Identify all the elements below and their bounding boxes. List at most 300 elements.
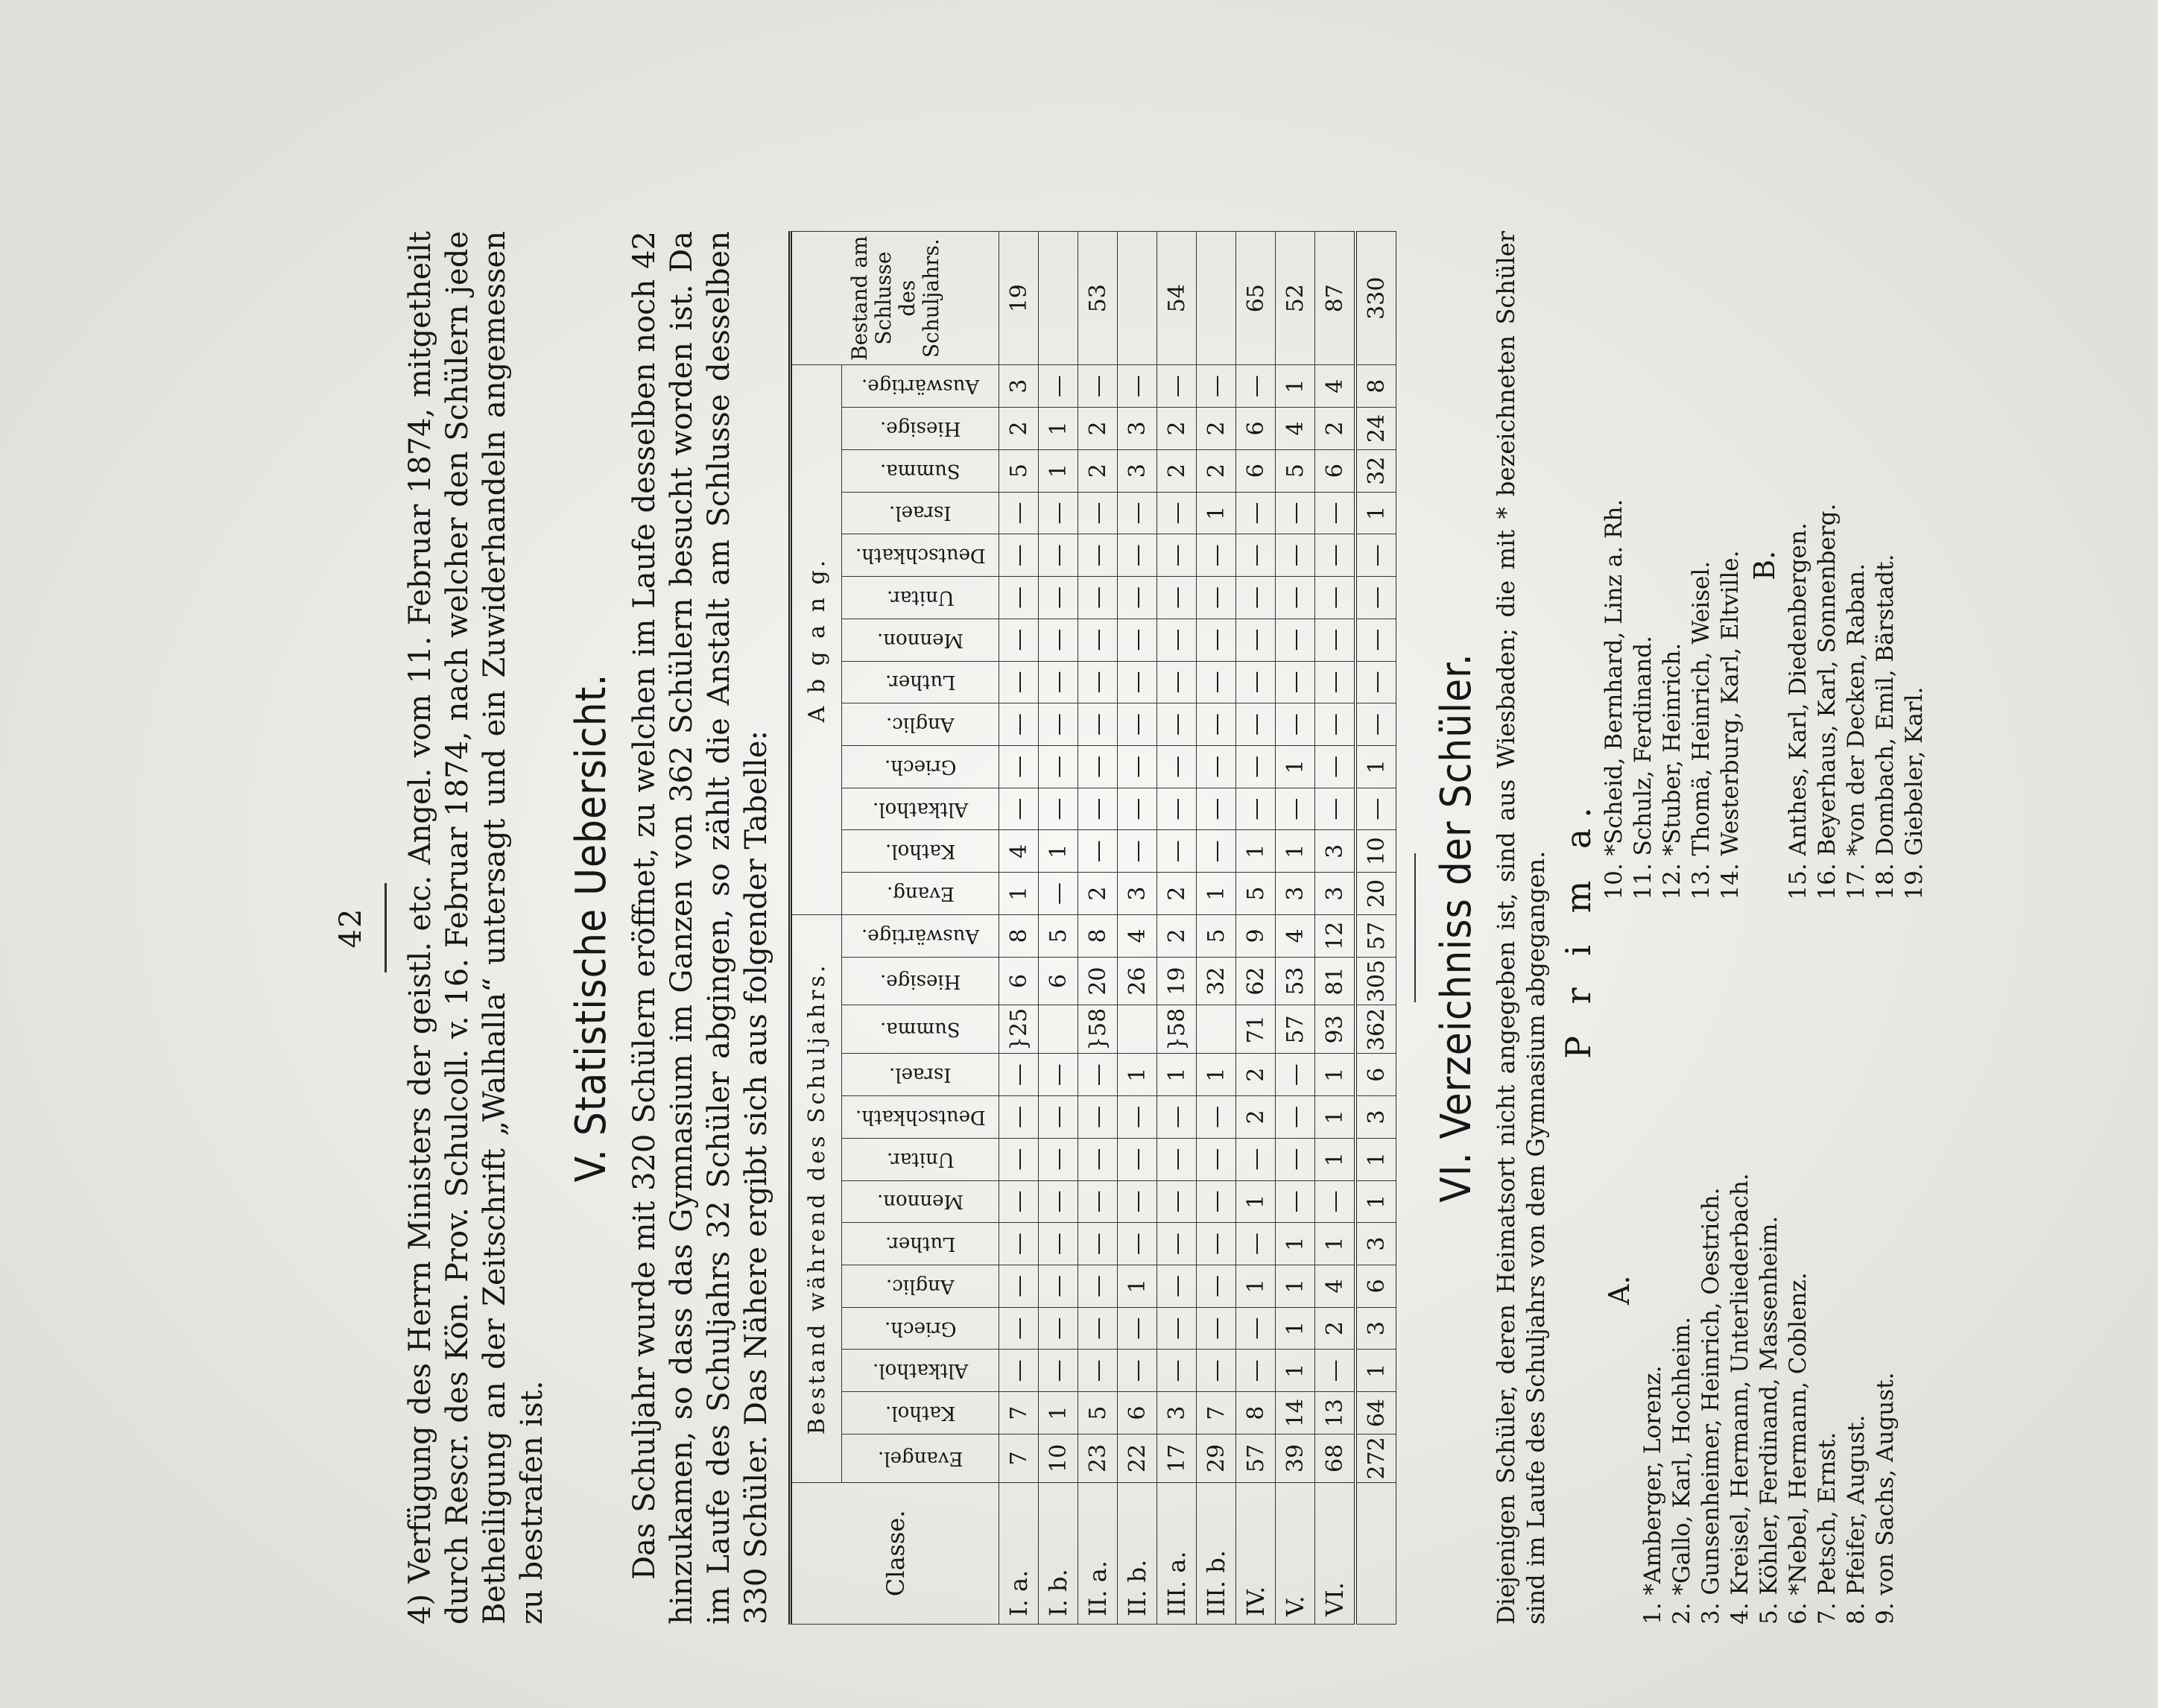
table-cell: — xyxy=(1315,492,1356,534)
table-cell: — xyxy=(1078,365,1118,408)
table-cell: 39 xyxy=(1276,1434,1315,1482)
table-cell: — xyxy=(1157,830,1197,873)
list-item: 10. *Scheid, Bernhard, Linz a. Rh. xyxy=(1601,499,1627,900)
table-cell: 3 xyxy=(1118,408,1157,450)
table-cell: — xyxy=(1276,788,1315,830)
table-cell: 3 xyxy=(1157,1392,1197,1435)
student-column-a xyxy=(1600,955,1929,1625)
col-abgang-header-label: Kathol. xyxy=(885,840,956,863)
student-column-right xyxy=(1600,231,1929,900)
list-item: 17. *von der Decken, Raban. xyxy=(1843,563,1870,900)
table-cell: — xyxy=(1197,1223,1236,1265)
table-cell: 1 xyxy=(1315,1054,1356,1096)
table-cell: 57 xyxy=(1236,1434,1276,1482)
table-cell: — xyxy=(1236,492,1276,534)
table-cell: 53 xyxy=(1276,957,1315,1005)
table-cell: — xyxy=(1197,745,1236,788)
group-abgang: A b g a n g. xyxy=(791,365,842,915)
table-cell: — xyxy=(1315,577,1356,619)
table-cell: — xyxy=(1236,534,1276,577)
table-cell: 4 xyxy=(1315,365,1356,408)
table-row xyxy=(1276,232,1315,1625)
col-bestand-header xyxy=(842,1265,999,1307)
table-cell: — xyxy=(1197,577,1236,619)
table-cell xyxy=(1039,232,1078,365)
col-bestand-header xyxy=(842,1180,999,1223)
col-bestand-header-label: Israel. xyxy=(889,1063,952,1087)
table-cell: — xyxy=(1039,1350,1078,1392)
table-cell: — xyxy=(1157,577,1197,619)
table-cell: — xyxy=(1236,788,1276,830)
table-cell: }25 xyxy=(999,1005,1039,1054)
table-cell: 6 xyxy=(1039,957,1078,1005)
col-abgang-header xyxy=(842,365,999,408)
table-cell: 1 xyxy=(999,873,1039,915)
table-cell: — xyxy=(999,1054,1039,1096)
table-cell: 2 xyxy=(1236,1054,1276,1096)
table-cell: — xyxy=(1118,577,1157,619)
prima-heading: P r i m a. xyxy=(1558,797,1598,1059)
table-cell: 1 xyxy=(1197,492,1236,534)
table-cell: — xyxy=(1078,788,1118,830)
table-cell: 10 xyxy=(1039,1434,1078,1482)
table-cell: 23 xyxy=(1078,1434,1118,1482)
table-cell: 7 xyxy=(1197,1392,1236,1435)
table-cell: — xyxy=(1276,1138,1315,1180)
student-list-a xyxy=(1639,955,1900,1625)
table-cell: — xyxy=(1236,577,1276,619)
table-cell: 5 xyxy=(999,449,1039,492)
table-cell: — xyxy=(1039,619,1078,661)
table-cell: 14 xyxy=(1276,1392,1315,1435)
table-cell: 5 xyxy=(1236,873,1276,915)
table-cell: — xyxy=(999,661,1039,703)
table-cell: — xyxy=(1039,1096,1078,1139)
table-cell: 2 xyxy=(1078,408,1118,450)
table-row xyxy=(1078,232,1118,1625)
col-bestand-header xyxy=(842,957,999,1005)
table-cell: 13 xyxy=(1315,1392,1356,1435)
table-cell: — xyxy=(1118,830,1157,873)
table-cell: 3 xyxy=(1355,1223,1396,1265)
list-item: 16. Beyerhaus, Karl, Sonnenberg. xyxy=(1814,503,1841,900)
col-bestand-header-label: Auswärtige. xyxy=(861,924,980,947)
table-cell: — xyxy=(1276,661,1315,703)
col-bestand-header xyxy=(842,1223,999,1265)
table-cell: 2 xyxy=(1315,1307,1356,1350)
table-cell: 2 xyxy=(1157,408,1197,450)
table-cell: — xyxy=(1078,1054,1118,1096)
table-cell: — xyxy=(1197,619,1236,661)
table-cell: — xyxy=(1236,703,1276,746)
table-cell: — xyxy=(1197,1096,1236,1139)
table-cell: 330 xyxy=(1355,232,1396,365)
table-cell: — xyxy=(1078,703,1118,746)
table-cell: VI. xyxy=(1315,1482,1356,1624)
table-cell: — xyxy=(1078,1223,1118,1265)
table-cell: — xyxy=(1078,830,1118,873)
table-cell: II. a. xyxy=(1078,1482,1118,1624)
rotated-page xyxy=(334,186,2158,1669)
list-item: 6. *Nebel, Hermann, Coblenz. xyxy=(1785,1272,1811,1625)
table-cell: 1 xyxy=(1276,365,1315,408)
col-bestand-header-label: Kathol. xyxy=(885,1402,956,1425)
table-cell: 2 xyxy=(999,408,1039,450)
table-cell: 7 xyxy=(999,1392,1039,1435)
table-cell: — xyxy=(1118,1350,1157,1392)
table-cell: — xyxy=(1315,534,1356,577)
table-cell: 1 xyxy=(1276,1265,1315,1307)
col-abgang-header xyxy=(842,619,999,661)
table-cell: 1 xyxy=(1236,1180,1276,1223)
table-cell: — xyxy=(1078,1180,1118,1223)
table-cell: 71 xyxy=(1236,1005,1276,1054)
table-cell: 6 xyxy=(1236,449,1276,492)
table-cell: — xyxy=(1118,788,1157,830)
page-number: 42 xyxy=(334,907,368,949)
table-cell: — xyxy=(1236,1350,1276,1392)
table-cell: — xyxy=(1276,619,1315,661)
table-cell: — xyxy=(1197,1138,1236,1180)
table-cell: 3 xyxy=(1355,1307,1396,1350)
col-bestand-header-label: Summa. xyxy=(880,1018,961,1041)
list-item: 1. *Amberger, Lorenz. xyxy=(1639,1365,1666,1625)
table-cell: 6 xyxy=(1118,1392,1157,1435)
table-cell: — xyxy=(1355,661,1396,703)
list-item: 15. Anthes, Karl, Diedenbergen. xyxy=(1785,522,1811,900)
table-cell: — xyxy=(1236,1138,1276,1180)
col-bestand-header xyxy=(842,1350,999,1392)
table-cell: — xyxy=(1157,788,1197,830)
table-cell: 3 xyxy=(999,365,1039,408)
table-cell: — xyxy=(1355,619,1396,661)
table-cell: — xyxy=(1039,703,1078,746)
group-bestand: Bestand während des Schuljahrs. xyxy=(791,914,842,1482)
table-cell: 1 xyxy=(1355,1138,1396,1180)
table-cell: 3 xyxy=(1355,1096,1396,1139)
table-cell xyxy=(1197,232,1236,365)
table-cell: 1 xyxy=(1039,830,1078,873)
table-cell: 6 xyxy=(999,957,1039,1005)
table-cell: 1 xyxy=(1197,1054,1236,1096)
col-bestand-header-label: Anglic. xyxy=(886,1274,955,1297)
table-cell: — xyxy=(999,577,1039,619)
table-row xyxy=(1355,232,1396,1625)
table-cell: 1 xyxy=(1355,492,1396,534)
table-cell: 6 xyxy=(1315,449,1356,492)
table-cell: 2 xyxy=(1197,449,1236,492)
table-cell: — xyxy=(1039,873,1078,915)
table-cell: 1 xyxy=(1276,745,1315,788)
table-cell: 53 xyxy=(1078,232,1118,365)
table-cell: — xyxy=(1118,661,1157,703)
col-abgang-header-label: Unitar. xyxy=(886,586,955,609)
table-cell: 1 xyxy=(1039,449,1078,492)
col-abgang-header-label: Mennon. xyxy=(876,628,964,651)
table-cell: 81 xyxy=(1315,957,1356,1005)
table-group-header-row xyxy=(791,232,842,1625)
table-cell xyxy=(1039,1005,1078,1054)
list-item: 12. *Stuber, Heinrich. xyxy=(1659,642,1686,900)
table-body xyxy=(999,232,1396,1625)
intro-paragraph: 4) Verfügung des Herrn Ministers der geistl. etc. Angel. vom 11. Februar 1874, mitgetheilt durch Rescr. des Kön. Prov. Schulcoll. v. 16. Februar 1874, nach welcher den Schülern jede Betheiligung an der Zeitschrift „Walhalla“ untersagt und ein Zuwiderhandeln angemessen zu bestrafen ist. xyxy=(403,231,549,1625)
table-cell: 2 xyxy=(1236,1096,1276,1139)
table-cell: 1 xyxy=(1315,1138,1356,1180)
col-bestand-header xyxy=(842,1434,999,1482)
col-abgang-header-label: Auswärtige. xyxy=(861,375,980,398)
table-cell: — xyxy=(1118,1307,1157,1350)
table-cell: — xyxy=(1236,661,1276,703)
table-cell: — xyxy=(1039,1307,1078,1350)
table-row xyxy=(1039,232,1078,1625)
table-cell: — xyxy=(1078,1138,1118,1180)
table-cell: 64 xyxy=(1355,1392,1396,1435)
table-cell: — xyxy=(1157,1350,1197,1392)
table-cell: — xyxy=(1078,1265,1118,1307)
list-item: 8. Pfeifer, August. xyxy=(1843,1414,1870,1625)
student-columns xyxy=(1600,231,1929,1625)
table-cell: — xyxy=(1197,703,1236,746)
table-cell: 4 xyxy=(1276,408,1315,450)
table-cell: 52 xyxy=(1276,232,1315,365)
table-cell: — xyxy=(1157,365,1197,408)
list-item: 19. Giebeler, Karl. xyxy=(1901,686,1928,900)
table-row xyxy=(1315,232,1356,1625)
table-cell: 1 xyxy=(1315,1096,1356,1139)
col-bestand-header xyxy=(842,1005,999,1054)
col-bestand-header-label: Griech. xyxy=(884,1317,957,1340)
table-cell: — xyxy=(1157,1180,1197,1223)
table-cell: — xyxy=(1315,788,1356,830)
table-cell: 1 xyxy=(1355,745,1396,788)
list-item: 5. Köhler, Ferdinand, Massenheim. xyxy=(1756,1215,1782,1625)
col-abgang-header-label: Hiesige. xyxy=(879,417,961,440)
table-cell: 4 xyxy=(1315,1265,1356,1307)
col-bestand-header-label: Altkathol. xyxy=(872,1359,969,1382)
table-cell: — xyxy=(999,534,1039,577)
table-cell: — xyxy=(1157,703,1197,746)
list-item: 11. Schulz, Ferdinand. xyxy=(1630,636,1657,900)
table-cell: }58 xyxy=(1157,1005,1197,1054)
table-cell: — xyxy=(1118,1180,1157,1223)
table-cell: 4 xyxy=(999,830,1039,873)
table-cell: — xyxy=(1355,788,1396,830)
table-cell: 32 xyxy=(1355,449,1396,492)
col-abgang-header xyxy=(842,577,999,619)
table-cell: 1 xyxy=(1276,1223,1315,1265)
table-cell: — xyxy=(1078,534,1118,577)
table-row xyxy=(999,232,1039,1625)
col-abgang-header-label: Luther. xyxy=(885,671,956,694)
list-item: 14. Westerburg, Karl, Eltville. xyxy=(1717,550,1744,900)
table-cell: III. b. xyxy=(1197,1482,1236,1624)
table-cell: — xyxy=(1276,534,1315,577)
table-cell: — xyxy=(1039,1180,1078,1223)
table-cell: 5 xyxy=(1276,449,1315,492)
table-cell: — xyxy=(1078,1350,1118,1392)
col-bestand-header-label: Luther. xyxy=(885,1233,956,1256)
col-abgang-header-label: Griech. xyxy=(884,755,957,778)
table-cell: — xyxy=(1355,577,1396,619)
table-row xyxy=(1236,232,1276,1625)
table-cell: — xyxy=(1157,1138,1197,1180)
table-cell: 54 xyxy=(1157,232,1197,365)
col-bestand-header xyxy=(842,1054,999,1096)
table-cell: — xyxy=(999,1096,1039,1139)
table-cell: — xyxy=(1118,703,1157,746)
table-cell: 1 xyxy=(1197,873,1236,915)
table-column-header-row xyxy=(842,232,999,1625)
list-item: 18. Dombach, Emil, Bärstadt. xyxy=(1872,554,1899,900)
table-cell: — xyxy=(1078,1096,1118,1139)
table-cell: II. b. xyxy=(1118,1482,1157,1624)
col-abgang-header-label: Evang. xyxy=(886,882,955,905)
table-cell xyxy=(1197,1005,1236,1054)
col-abgang-header-label: Anglic. xyxy=(886,713,955,736)
table-cell: 2 xyxy=(1157,873,1197,915)
list-item: 4. Kreisel, Hermann, Unterliederbach. xyxy=(1727,1173,1753,1625)
table-cell: 2 xyxy=(1315,408,1356,450)
table-cell: — xyxy=(1157,661,1197,703)
table-cell: 3 xyxy=(1118,449,1157,492)
table-cell: — xyxy=(999,1223,1039,1265)
table-cell: — xyxy=(1197,788,1236,830)
table-cell: — xyxy=(1197,534,1236,577)
table-cell: — xyxy=(999,703,1039,746)
table-cell: — xyxy=(1039,492,1078,534)
table-cell: — xyxy=(1157,1223,1197,1265)
table-cell: — xyxy=(1236,745,1276,788)
table-cell: — xyxy=(1276,1096,1315,1139)
table-cell: — xyxy=(1236,619,1276,661)
table-cell: 7 xyxy=(999,1434,1039,1482)
table-cell: 3 xyxy=(1315,830,1356,873)
section-6-title: VI. Verzeichniss der Schüler. xyxy=(1432,653,1481,1203)
table-cell: — xyxy=(1197,661,1236,703)
table-cell: 19 xyxy=(999,232,1039,365)
table-cell: — xyxy=(1157,1096,1197,1139)
table-cell: — xyxy=(1315,619,1356,661)
table-row xyxy=(1197,232,1236,1625)
table-cell: — xyxy=(1236,1307,1276,1350)
col-abgang-header-label: Israel. xyxy=(889,502,952,525)
col-bestand-header xyxy=(842,1307,999,1350)
table-cell: — xyxy=(999,1138,1039,1180)
table-cell: — xyxy=(999,492,1039,534)
table-cell: 1 xyxy=(1355,1350,1396,1392)
col-abgang-header xyxy=(842,449,999,492)
table-cell: 17 xyxy=(1157,1434,1197,1482)
col-abgang-header xyxy=(842,408,999,450)
table-cell: 2 xyxy=(1078,449,1118,492)
table-cell xyxy=(1118,1005,1157,1054)
table-cell: 3 xyxy=(1315,873,1356,915)
table-cell: — xyxy=(1276,1054,1315,1096)
table-cell: 272 xyxy=(1355,1434,1396,1482)
table-cell: — xyxy=(1078,745,1118,788)
table-cell: — xyxy=(1355,703,1396,746)
table-cell xyxy=(1118,232,1157,365)
col-bestand-header-label: Hiesige. xyxy=(879,970,961,993)
table-cell: III. a. xyxy=(1157,1482,1197,1624)
table-cell: 6 xyxy=(1355,1054,1396,1096)
table-cell: 1 xyxy=(1118,1265,1157,1307)
table-cell: — xyxy=(999,788,1039,830)
table-cell: — xyxy=(1078,577,1118,619)
table-cell: — xyxy=(1197,1180,1236,1223)
table-cell: 5 xyxy=(1197,914,1236,957)
col-bestand-header-label: Deutschkath. xyxy=(855,1105,986,1128)
col-bestand-header xyxy=(842,914,999,957)
column-a-title: A. xyxy=(1603,1275,1636,1305)
column-b-title: B. xyxy=(1748,550,1781,581)
table-cell: 6 xyxy=(1236,408,1276,450)
table-cell: — xyxy=(1118,1138,1157,1180)
table-cell: 9 xyxy=(1236,914,1276,957)
col-bestand-header xyxy=(842,1138,999,1180)
list-item: 3. Gunsenheimer, Heinrich, Oestrich. xyxy=(1697,1187,1724,1625)
page-number-rule xyxy=(385,883,387,972)
col-abgang-header-label: Altkathol. xyxy=(872,797,969,820)
table-cell: 305 xyxy=(1355,957,1396,1005)
table-cell: 57 xyxy=(1276,1005,1315,1054)
table-cell: — xyxy=(1276,1180,1315,1223)
table-cell: — xyxy=(1276,577,1315,619)
table-cell: — xyxy=(1039,1054,1078,1096)
table-cell: — xyxy=(1315,661,1356,703)
table-cell: — xyxy=(1118,492,1157,534)
table-cell: 20 xyxy=(1078,957,1118,1005)
table-cell: — xyxy=(1276,703,1315,746)
table-cell: 8 xyxy=(1355,365,1396,408)
table-cell: 4 xyxy=(1118,914,1157,957)
table-cell: 8 xyxy=(999,914,1039,957)
table-cell: — xyxy=(1276,492,1315,534)
table-cell: 8 xyxy=(1236,1392,1276,1435)
table-cell: 1 xyxy=(1236,1265,1276,1307)
col-abgang-header xyxy=(842,703,999,746)
col-bestand-end: Bestand am Schlusse des Schuljahrs. xyxy=(791,232,999,365)
table-cell: — xyxy=(999,1307,1039,1350)
table-cell: — xyxy=(1078,1307,1118,1350)
table-cell: 1 xyxy=(1276,1307,1315,1350)
col-abgang-header xyxy=(842,492,999,534)
table-cell: 19 xyxy=(1157,957,1197,1005)
col-bestand-header-label: Unitar. xyxy=(886,1148,955,1171)
col-classe: Classe. xyxy=(791,1482,999,1624)
table-cell: — xyxy=(1039,1265,1078,1307)
section-5-title: V. Statistische Uebersicht. xyxy=(567,673,616,1183)
table-cell: — xyxy=(1197,365,1236,408)
table-cell: 1 xyxy=(1118,1054,1157,1096)
table-cell: — xyxy=(1157,619,1197,661)
table-cell: 1 xyxy=(1039,408,1078,450)
table-cell: — xyxy=(1355,534,1396,577)
col-abgang-header xyxy=(842,661,999,703)
table-cell: 32 xyxy=(1197,957,1236,1005)
table-cell: 57 xyxy=(1355,914,1396,957)
table-cell: — xyxy=(1039,661,1078,703)
table-cell: 3 xyxy=(1118,873,1157,915)
table-cell: — xyxy=(1197,830,1236,873)
col-abgang-header xyxy=(842,745,999,788)
table-cell: 24 xyxy=(1355,408,1396,450)
table-cell: — xyxy=(1118,619,1157,661)
table-cell: 26 xyxy=(1118,957,1157,1005)
table-cell: — xyxy=(1157,745,1197,788)
table-cell: — xyxy=(1118,534,1157,577)
section-separator xyxy=(1414,853,1416,1002)
